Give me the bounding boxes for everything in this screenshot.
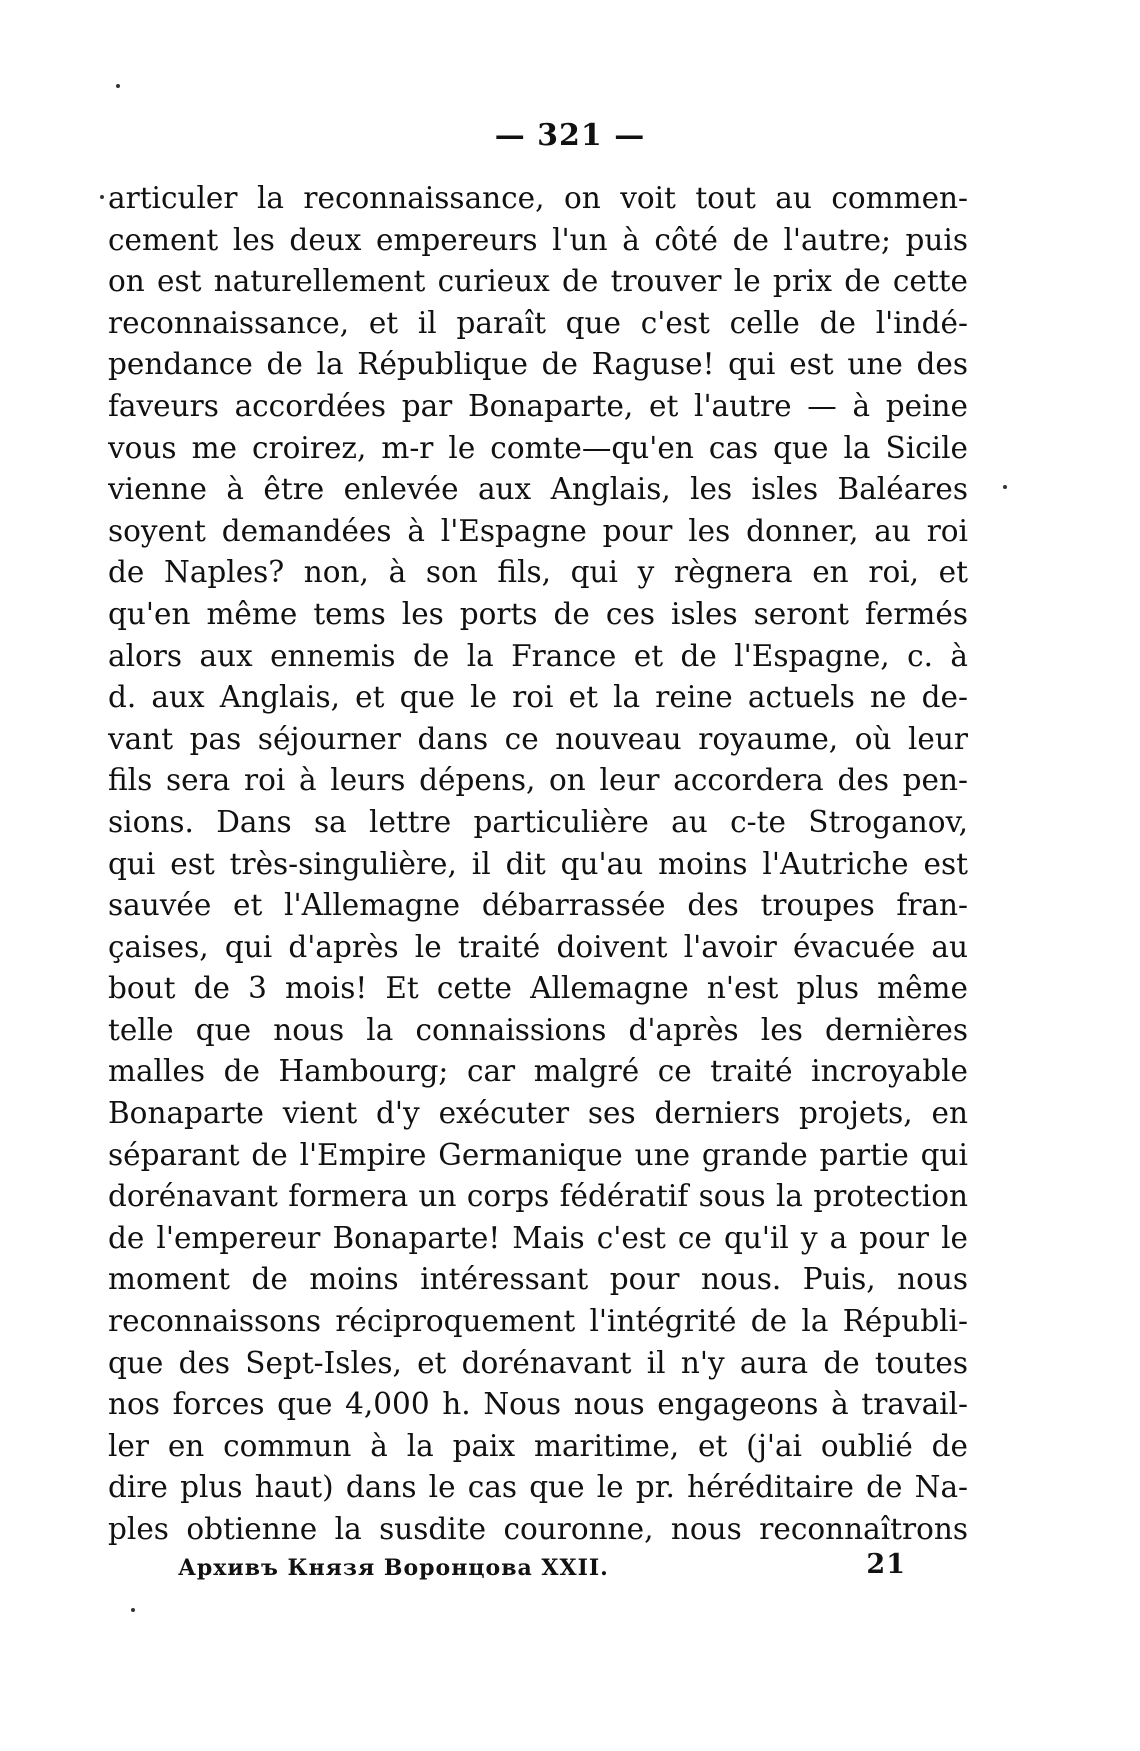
text-line: que des Sept-Isles, et dorénavant il n'y aura de toutes <box>108 1345 968 1380</box>
text-line: qu'en même tems les ports de ces isles seront fermés <box>108 596 968 631</box>
text-line: nos forces que 4,000 h. Nous nous engageons à travail- <box>108 1387 968 1422</box>
page-footer <box>178 1549 906 1589</box>
sheet-number: 21 <box>866 1549 906 1580</box>
text-line: d. aux Anglais, et que le roi et la reine actuels ne de- <box>108 680 968 715</box>
text-line: alors aux ennemis de la France et de l'Espagne, c. à <box>108 638 968 673</box>
body-text <box>108 178 968 1551</box>
text-line: telle que nous la connaissions d'après les dernières <box>108 1012 968 1047</box>
text-line: moment de moins intéressant pour nous. Puis, nous <box>108 1262 968 1297</box>
text-line: sions. Dans sa lettre particulière au c-te Stroganov, <box>108 804 968 839</box>
text-line: ples obtienne la susdite couronne, nous reconnaîtrons <box>108 1512 968 1546</box>
text-line: faveurs accordées par Bonaparte, et l'autre — à peine <box>108 388 968 423</box>
print-speck <box>100 195 104 199</box>
text-line: bout de 3 mois! Et cette Allemagne n'est plus même <box>108 971 968 1006</box>
text-line: ler en commun à la paix maritime, et (j'ai oublié de <box>108 1428 968 1463</box>
text-line: pendance de la République de Raguse! qui est une des <box>108 347 968 382</box>
text-line: vienne à être enlevée aux Anglais, les isles Baléares <box>108 472 968 507</box>
text-line: qui est très-singulière, il dit qu'au moins l'Autriche est <box>108 846 968 881</box>
archive-signature: Архивъ Князя Воронцова XXII. <box>178 1555 609 1581</box>
text-line: articuler la reconnaissance, on voit tout au commen- <box>108 181 968 215</box>
print-speck <box>1003 485 1007 489</box>
text-line: vant pas séjourner dans ce nouveau royaume, où leur <box>108 721 968 756</box>
text-line: sauvée et l'Allemagne débarrassée des troupes fran- <box>108 888 968 923</box>
text-line: séparant de l'Empire Germanique une grande partie qui <box>108 1137 968 1172</box>
page-number: — 321 — <box>494 118 646 153</box>
text-line: malles de Hambourg; car malgré ce traité incroyable <box>108 1054 968 1089</box>
text-line: vous me croirez, m-r le comte—qu'en cas que la Sicile <box>108 430 968 465</box>
text-line: reconnaissons réciproquement l'intégrité de la Républi- <box>108 1304 968 1339</box>
print-speck <box>131 1608 135 1612</box>
text-line: soyent demandées à l'Espagne pour les donner, au roi <box>108 513 968 548</box>
print-speck <box>116 84 120 88</box>
text-line: fils sera roi à leurs dépens, on leur accordera des pen- <box>108 763 968 798</box>
text-line: cement les deux empereurs l'un à côté de l'autre; puis <box>108 222 968 257</box>
text-line: dire plus haut) dans le cas que le pr. héréditaire de Na- <box>108 1470 968 1505</box>
text-line: çaises, qui d'après le traité doivent l'avoir évacuée au <box>108 929 968 964</box>
text-line: de l'empereur Bonaparte! Mais c'est ce qu'il y a pour le <box>108 1220 968 1255</box>
text-line: on est naturellement curieux de trouver le prix de cette <box>108 264 968 299</box>
text-line: de Naples? non, à son fils, qui y règnera en roi, et <box>108 555 968 590</box>
text-line: dorénavant formera un corps fédératif sous la protection <box>108 1179 968 1214</box>
text-line: reconnaissance, et il paraît que c'est celle de l'indé- <box>108 305 968 340</box>
text-line: Bonaparte vient d'y exécuter ses derniers projets, en <box>108 1096 968 1131</box>
